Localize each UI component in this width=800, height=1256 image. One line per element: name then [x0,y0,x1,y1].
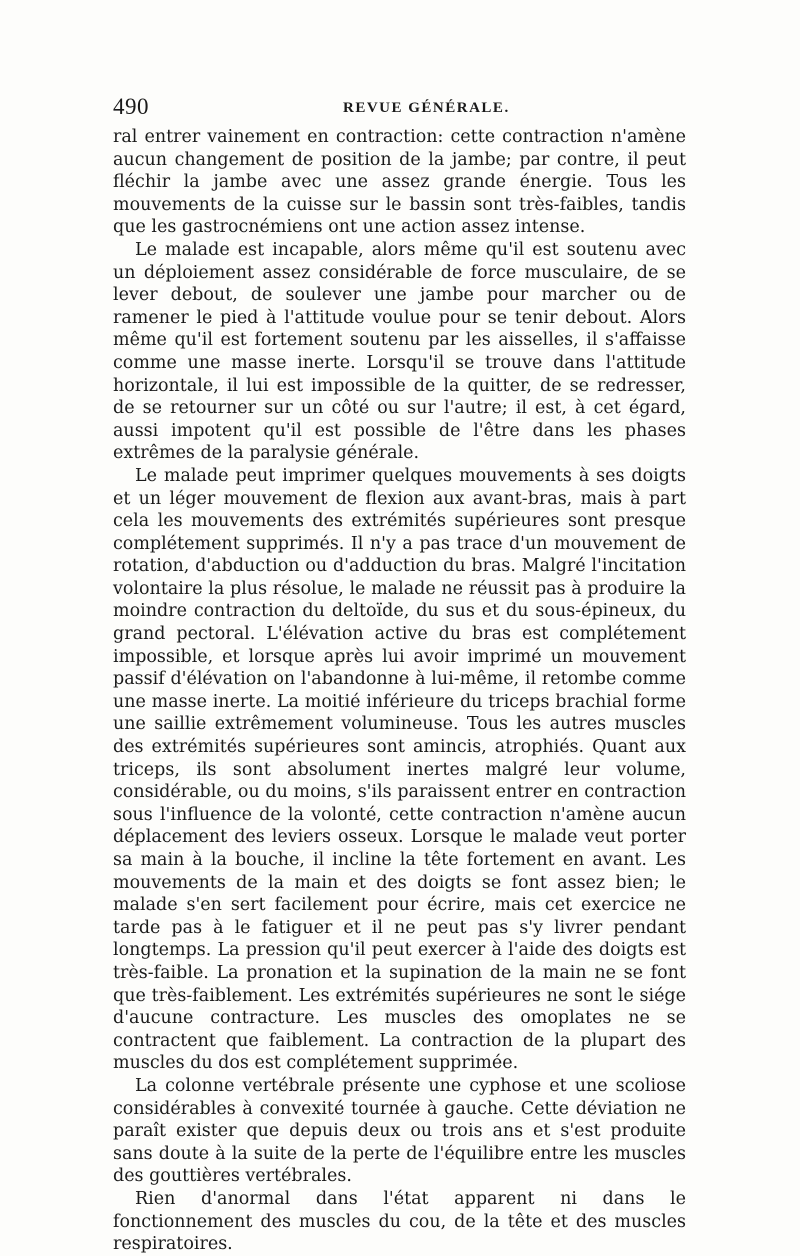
paragraph: Le malade est incapable, alors même qu'il est soutenu avec un déploiement assez considérable de force musculaire, de se lever debout, de soulever une jambe pour marcher ou de ramener le pied à l'attitude voulue pour se tenir debout. Alors même qu'il est fortement soutenu par les aisselles, il s'affaisse comme une masse inerte. Lorsqu'il se trouve dans l'attitude horizontale, il lui est impossible de la quitter, de se redresser, de se retourner sur un côté ou sur l'autre; il est, à cet égard, aussi impotent qu'il est possible de l'être dans les phases extrêmes de la paralysie générale. [113,239,686,464]
page-number: 490 [113,94,149,119]
running-head: REVUE GÉNÉRALE. [343,100,510,116]
paragraph: Le malade peut imprimer quelques mouvements à ses doigts et un léger mouvement de flexion aux avant-bras, mais à part cela les mouvements des extrémités supérieures sont presque complétement supprimés. Il n'y a pas trace d'un mouvement de rotation, d'abduction ou d'adduction du bras. Malgré l'incitation volontaire la plus résolue, le malade ne réussit pas à produire la moindre contraction du deltoïde, du sus et du sous-épineux, du grand pectoral. L'élévation active du bras est complétement impossible, et lorsque après lui avoir imprimé un mouvement passif d'élévation on l'abandonne à lui-même, il retombe comme une masse inerte. La moitié inférieure du triceps brachial forme une saillie extrêmement volumineuse. Tous les autres muscles des extrémités supérieures sont amincis, atrophiés. Quant aux triceps, ils sont absolument inertes malgré leur volume, considérable, ou du moins, s'ils paraissent entrer en contraction sous l'influence de la volonté, cette contraction n'amène aucun déplacement des leviers osseux. Lorsque le malade veut porter sa main à la bouche, il incline la tête fortement en avant. Les mouvements de la main et des doigts se font assez bien; le malade s'en sert facilement pour écrire, mais cet exercice ne tarde pas à le fatiguer et il ne peut pas s'y livrer pendant longtemps. La pression qu'il peut exercer à l'aide des doigts est très-faible. La pronation et la supination de la main ne se font que très-faiblement. Les extrémités supérieures ne sont le siége d'aucune contracture. Les muscles des omoplates ne se contractent que faiblement. La contraction de la plupart des muscles du dos est complétement supprimée. [113,465,686,1074]
paragraph: La colonne vertébrale présente une cyphose et une scoliose considérables à convexité tournée à gauche. Cette déviation ne paraît exister que depuis deux ou trois ans et s'est produite sans doute à la suite de la perte de l'équilibre entre les muscles des gouttières vertébrales. [113,1075,686,1187]
book-page [113,94,686,1256]
page-header [113,94,686,126]
body-text [113,126,686,1256]
paragraph: Rien d'anormal dans l'état apparent ni dans le fonctionnement des muscles du cou, de la tête et des muscles respiratoires. [113,1188,686,1255]
paragraph-continued: ral entrer vainement en contraction: cette contraction n'amène aucun changement de position de la jambe; par contre, il peut fléchir la jambe avec une assez grande énergie. Tous les mouvements de la cuisse sur le bassin sont très-faibles, tandis que les gastrocnémiens ont une action assez intense. [113,127,686,238]
